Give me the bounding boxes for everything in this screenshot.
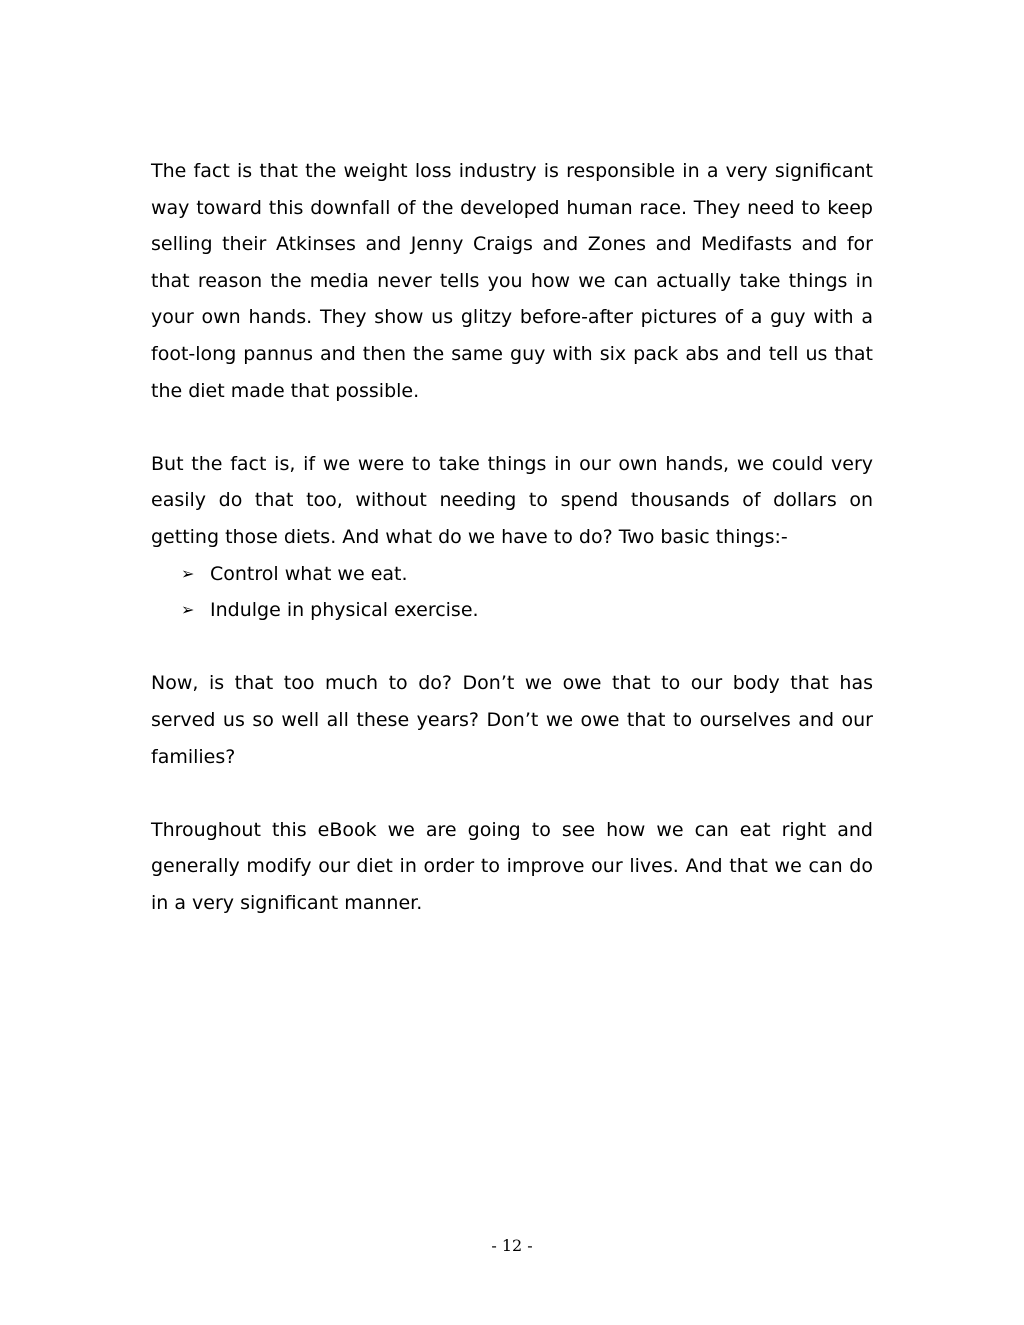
paragraph-take-things-in-hands: But the fact is, if we were to take things in our own hands, we could very easily do that too, without needing to spend thousands of dollars on getting those diets. And what do we have to do? Two basic things:- bbox=[151, 452, 873, 548]
paragraph-spacer bbox=[151, 409, 873, 446]
basic-things-list bbox=[151, 556, 873, 629]
paragraph-throughout-ebook: Throughout this eBook we are going to see how we can eat right and generally modify our diet in order to improve our lives. And that we can do in a very significant manner. bbox=[151, 818, 873, 914]
paragraph-spacer bbox=[151, 629, 873, 666]
arrowhead-bullet-icon: ➢ bbox=[181, 600, 195, 620]
page-number: - 12 - bbox=[491, 1236, 533, 1255]
list-item bbox=[151, 556, 873, 593]
arrowhead-bullet-icon: ➢ bbox=[181, 563, 195, 583]
page-body bbox=[151, 153, 873, 921]
list-item-text: Control what we eat. bbox=[210, 562, 408, 585]
list-item-text: Indulge in physical exercise. bbox=[210, 599, 479, 622]
paragraph-spacer bbox=[151, 775, 873, 812]
paragraph-weight-loss-industry: The fact is that the weight loss industry is responsible in a very significant way toward this downfall of the developed human race. They need to keep selling their Atkinses and Jenny Craigs and Zones and Medifasts and for that reason the media never tells you how we can actually take things in your own hands. They show us glitzy before-after pictures of a guy with a foot-long pannus and then the same guy with six pack abs and tell us that the diet made that possible. bbox=[151, 160, 873, 402]
paragraph-owe-to-body: Now, is that too much to do? Don’t we owe that to our body that has served us so well all these years? Don’t we owe that to ourselves and our families? bbox=[151, 672, 873, 768]
list-item bbox=[151, 592, 873, 629]
